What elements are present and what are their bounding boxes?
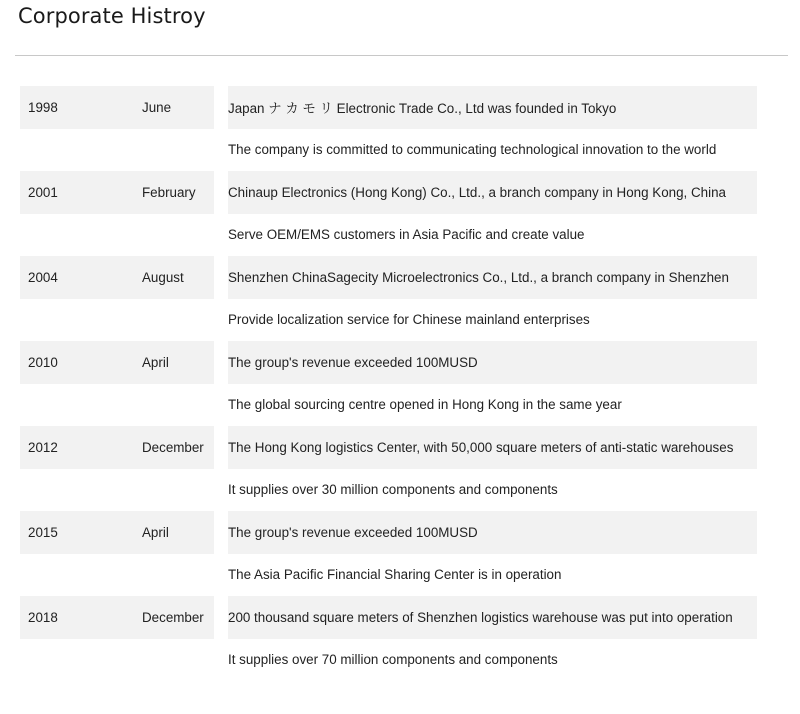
entry-month: December xyxy=(142,439,204,455)
column-separator xyxy=(214,426,228,469)
title-divider xyxy=(15,55,788,56)
timeline-entry-row xyxy=(20,426,757,469)
entry-event: Chinaup Electronics (Hong Kong) Co., Ltd., a branch company in Hong Kong, China xyxy=(228,184,726,200)
column-separator xyxy=(214,511,228,554)
entry-month: February xyxy=(142,184,196,200)
timeline-entry-row xyxy=(20,596,757,639)
entry-month: April xyxy=(142,524,169,540)
timeline-note-row xyxy=(20,214,757,257)
entry-event: 200 thousand square meters of Shenzhen logistics warehouse was put into operation xyxy=(228,609,733,625)
entry-note: Serve OEM/EMS customers in Asia Pacific and create value xyxy=(228,227,585,243)
entry-month: August xyxy=(142,269,184,285)
entry-event: Shenzhen ChinaSagecity Microelectronics Co., Ltd., a branch company in Shenzhen xyxy=(228,269,729,285)
timeline-entry-row xyxy=(20,256,757,299)
entry-year: 1998 xyxy=(28,99,58,115)
entry-year: 2018 xyxy=(28,609,58,625)
timeline-note-row xyxy=(20,299,757,342)
timeline-note-row xyxy=(20,554,757,597)
entry-event: The group's revenue exceeded 100MUSD xyxy=(228,524,478,540)
column-separator xyxy=(214,596,228,639)
column-separator xyxy=(214,256,228,299)
entry-event: Japan ナ カ モ リ Electronic Trade Co., Ltd was founded in Tokyo xyxy=(228,100,617,116)
timeline-note-row xyxy=(20,469,757,512)
timeline-entry-row xyxy=(20,86,757,129)
timeline-entry-row xyxy=(20,511,757,554)
timeline-note-row xyxy=(20,639,757,682)
timeline-note-row xyxy=(20,129,757,172)
column-separator xyxy=(214,86,228,129)
entry-note: It supplies over 70 million components and components xyxy=(228,652,558,668)
entry-month: April xyxy=(142,354,169,370)
history-timeline xyxy=(20,86,757,681)
entry-year: 2015 xyxy=(28,524,58,540)
entry-year: 2012 xyxy=(28,439,58,455)
entry-note: The company is committed to communicating technological innovation to the world xyxy=(228,142,717,158)
timeline-note-row xyxy=(20,384,757,427)
entry-month: June xyxy=(142,99,172,115)
entry-year: 2004 xyxy=(28,269,58,285)
timeline-entry-row xyxy=(20,171,757,214)
page-title: Corporate Histroy xyxy=(18,4,206,28)
column-separator xyxy=(214,171,228,214)
entry-note: It supplies over 30 million components and components xyxy=(228,482,558,498)
entry-month: December xyxy=(142,609,204,625)
column-separator xyxy=(214,341,228,384)
entry-note: The global sourcing centre opened in Hong Kong in the same year xyxy=(228,397,622,413)
entry-year: 2001 xyxy=(28,184,58,200)
entry-year: 2010 xyxy=(28,354,58,370)
entry-note: The Asia Pacific Financial Sharing Center is in operation xyxy=(228,567,562,583)
entry-note: Provide localization service for Chinese mainland enterprises xyxy=(228,312,590,328)
entry-event: The Hong Kong logistics Center, with 50,000 square meters of anti-static warehouses xyxy=(228,439,734,455)
timeline-entry-row xyxy=(20,341,757,384)
entry-event: The group's revenue exceeded 100MUSD xyxy=(228,354,478,370)
